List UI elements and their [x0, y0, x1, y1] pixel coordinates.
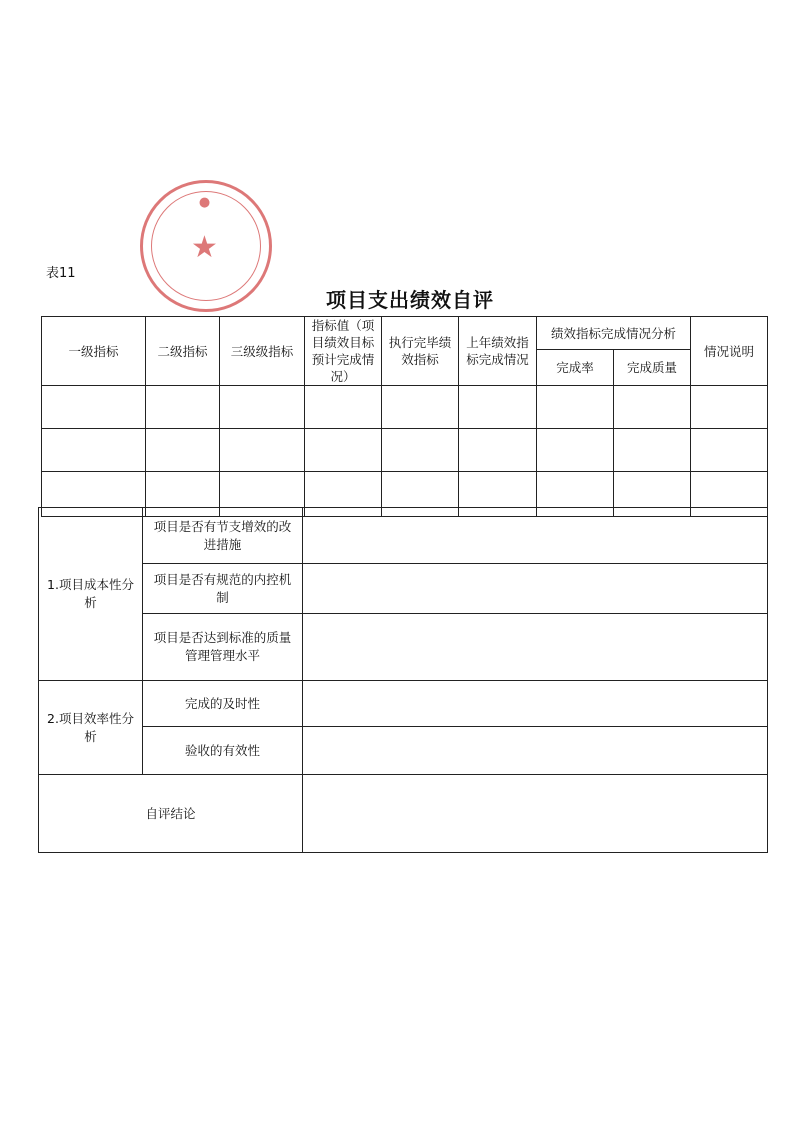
efficiency-item-2-value[interactable]	[303, 727, 768, 775]
cost-analysis-label: 1.项目成本性分析	[39, 508, 143, 681]
cell[interactable]	[146, 429, 220, 472]
header-executed-indicator: 执行完毕绩效指标	[382, 317, 459, 386]
cell[interactable]	[382, 429, 459, 472]
indicator-table	[41, 316, 768, 517]
cell[interactable]	[305, 429, 382, 472]
analysis-table	[38, 507, 768, 853]
header-target-value: 指标值（项目绩效目标预计完成情况）	[305, 317, 382, 386]
cell[interactable]	[614, 386, 691, 429]
cost-item-3-value[interactable]	[303, 614, 768, 681]
cost-item-2: 项目是否有规范的内控机制	[143, 564, 303, 614]
cell[interactable]	[459, 386, 537, 429]
header-last-year: 上年绩效指标完成情况	[459, 317, 537, 386]
conclusion-label: 自评结论	[39, 775, 303, 853]
official-seal-stamp	[140, 180, 272, 312]
cell[interactable]	[614, 429, 691, 472]
cost-item-1-value[interactable]	[303, 508, 768, 564]
star-icon: ★	[191, 230, 218, 265]
header-analysis-group: 绩效指标完成情况分析	[537, 317, 691, 350]
header-level3: 三级级指标	[220, 317, 305, 386]
efficiency-item-1: 完成的及时性	[143, 681, 303, 727]
cell[interactable]	[42, 386, 146, 429]
efficiency-item-1-value[interactable]	[303, 681, 768, 727]
cell[interactable]	[459, 429, 537, 472]
header-level2: 二级指标	[146, 317, 220, 386]
table-row	[42, 429, 768, 472]
efficiency-item-2: 验收的有效性	[143, 727, 303, 775]
cell[interactable]	[537, 429, 614, 472]
cell[interactable]	[691, 429, 768, 472]
cost-item-1: 项目是否有节支增效的改进措施	[143, 508, 303, 564]
page-title: 项目支出绩效自评	[326, 288, 494, 312]
header-notes: 情况说明	[691, 317, 768, 386]
cell[interactable]	[537, 386, 614, 429]
cell[interactable]	[305, 386, 382, 429]
cost-item-3: 项目是否达到标准的质量管理管理水平	[143, 614, 303, 681]
cell[interactable]	[691, 386, 768, 429]
seal-text: ●	[198, 195, 214, 210]
efficiency-analysis-label: 2.项目效率性分析	[39, 681, 143, 775]
table-row	[42, 386, 768, 429]
cell[interactable]	[220, 429, 305, 472]
conclusion-value[interactable]	[303, 775, 768, 853]
cell[interactable]	[42, 429, 146, 472]
header-completion-rate: 完成率	[537, 350, 614, 386]
cell[interactable]	[146, 386, 220, 429]
cell[interactable]	[220, 386, 305, 429]
header-completion-quality: 完成质量	[614, 350, 691, 386]
cell[interactable]	[382, 386, 459, 429]
cost-item-2-value[interactable]	[303, 564, 768, 614]
header-level1: 一级指标	[42, 317, 146, 386]
table-number: 表11	[46, 266, 76, 281]
